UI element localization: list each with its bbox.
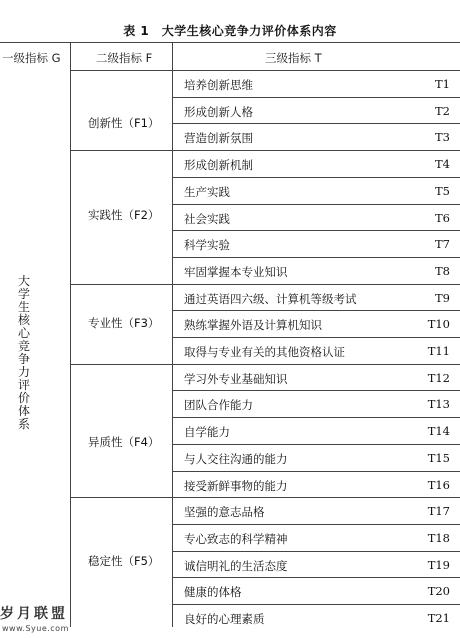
level3-code: T20 xyxy=(427,584,450,599)
watermark-url: www.Syue.com xyxy=(2,624,69,633)
row-separator xyxy=(172,97,460,98)
header-level2: 二级指标 F xyxy=(96,51,153,65)
row-separator xyxy=(172,310,460,311)
level3-code: T18 xyxy=(427,530,450,545)
level2-label-f1: 创新性（F1） xyxy=(88,116,160,130)
table-title: 表 1 大学生核心竞争力评价体系内容 xyxy=(123,24,337,38)
level3-code: T14 xyxy=(427,424,450,439)
level3-item: 自学能力 xyxy=(184,425,230,440)
level3-item: 学习外专业基础知识 xyxy=(184,371,288,386)
level1-label: 大学生核心竞争力评价体系 xyxy=(17,274,30,431)
row-separator xyxy=(172,417,460,418)
level3-code: T17 xyxy=(427,504,450,519)
level3-item: 熟练掌握外语及计算机知识 xyxy=(184,318,322,333)
row-separator xyxy=(172,577,460,578)
group-separator xyxy=(70,150,460,151)
level3-item: 营造创新氛围 xyxy=(184,131,253,146)
level3-item: 牢固掌握本专业知识 xyxy=(184,264,288,279)
divider-g-f xyxy=(70,42,71,627)
level3-item: 通过英语四六级、计算机等级考试 xyxy=(184,291,357,306)
level3-item: 形成创新人格 xyxy=(184,104,253,119)
level3-code: T9 xyxy=(435,290,450,305)
row-separator xyxy=(172,204,460,205)
header-level1: 一级指标 G xyxy=(2,51,61,65)
top-rule xyxy=(0,42,460,43)
level3-item: 接受新鲜事物的能力 xyxy=(184,478,288,493)
level3-code: T2 xyxy=(435,103,450,118)
level3-code: T6 xyxy=(435,210,450,225)
level2-label-f4: 异质性（F4） xyxy=(88,435,160,449)
divider-f-t xyxy=(172,42,173,627)
row-separator xyxy=(172,257,460,258)
level3-code: T19 xyxy=(427,557,450,572)
level3-item: 与人交往沟通的能力 xyxy=(184,451,288,466)
level3-item: 科学实验 xyxy=(184,238,230,253)
group-separator xyxy=(70,497,460,498)
level2-label-f2: 实践性（F2） xyxy=(88,208,160,222)
group-separator xyxy=(70,284,460,285)
level3-item: 取得与专业有关的其他资格认证 xyxy=(184,345,345,359)
level3-code: T11 xyxy=(427,344,450,358)
row-separator xyxy=(172,524,460,525)
level3-item: 专心致志的科学精神 xyxy=(184,531,288,546)
level3-code: T7 xyxy=(435,237,450,252)
level3-item: 培养创新思维 xyxy=(184,78,253,92)
group-separator xyxy=(70,364,460,365)
row-separator xyxy=(172,471,460,472)
level3-code: T15 xyxy=(427,450,450,465)
header-rule xyxy=(70,70,460,71)
level3-item: 生产实践 xyxy=(184,184,230,199)
level3-code: T13 xyxy=(427,397,450,412)
level3-code: T16 xyxy=(427,477,450,492)
row-separator xyxy=(172,444,460,445)
level3-item: 健康的体格 xyxy=(184,585,242,600)
level3-code: T8 xyxy=(435,263,450,278)
row-separator xyxy=(172,551,460,552)
level2-label-f5: 稳定性（F5） xyxy=(88,554,160,568)
level3-item: 社会实践 xyxy=(184,211,230,226)
level3-code: T3 xyxy=(435,130,450,145)
header-level3: 三级指标 T xyxy=(265,51,322,65)
level3-code: T4 xyxy=(435,157,450,172)
level3-item: 诚信明礼的生活态度 xyxy=(184,558,288,573)
level3-item: 坚强的意志品格 xyxy=(184,505,265,520)
level3-item: 良好的心理素质 xyxy=(184,612,265,626)
level3-code: T12 xyxy=(427,370,450,385)
level3-item: 团队合作能力 xyxy=(184,398,253,413)
watermark-text: 岁月联盟 xyxy=(0,606,68,622)
row-separator xyxy=(172,177,460,178)
level3-code: T5 xyxy=(435,183,450,198)
level3-code: T10 xyxy=(427,317,450,332)
row-separator xyxy=(172,123,460,124)
level2-label-f3: 专业性（F3） xyxy=(88,316,160,330)
level3-code: T21 xyxy=(427,611,450,625)
row-separator xyxy=(172,230,460,231)
row-separator xyxy=(172,337,460,338)
level3-code: T1 xyxy=(435,77,450,91)
row-separator xyxy=(172,390,460,391)
level3-item: 形成创新机制 xyxy=(184,158,253,173)
row-separator xyxy=(172,604,460,605)
